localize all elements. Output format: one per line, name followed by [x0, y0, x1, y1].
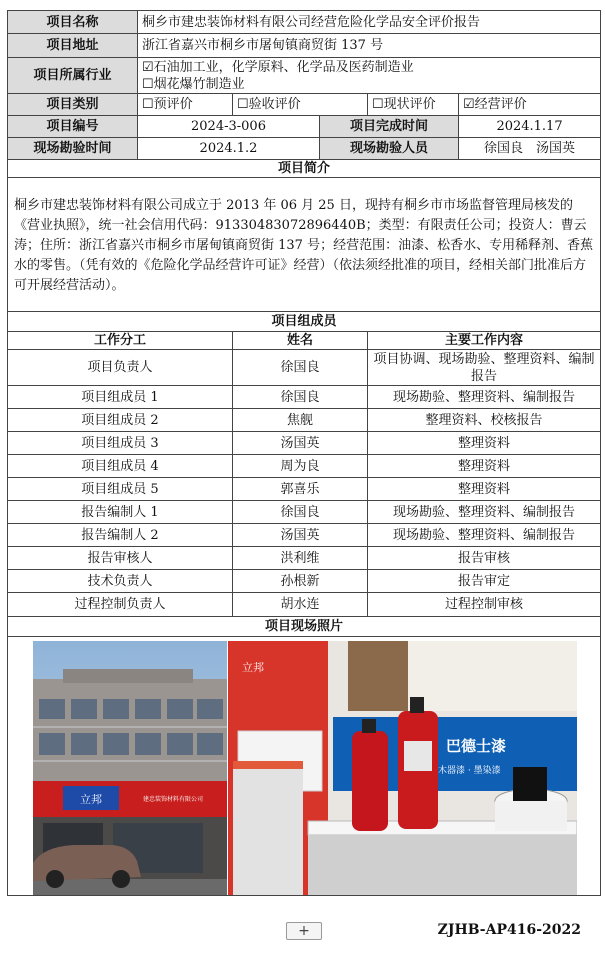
team-header-name: 姓名 [233, 332, 368, 350]
box-text: 立邦 [242, 661, 264, 674]
row-number [8, 116, 601, 138]
member-duty: 整理资料、校核报告 [368, 409, 601, 432]
member-name: 焦舰 [233, 409, 368, 432]
table-row [8, 593, 601, 617]
member-role: 项目负责人 [8, 350, 233, 386]
shelf-slogan-text: 木器漆 · 墨染漆 [438, 766, 501, 776]
type-option-operation: ☑经营评价 [459, 94, 601, 116]
member-duty: 整理资料 [368, 478, 601, 501]
table-row [8, 455, 601, 478]
project-name-label: 项目名称 [8, 11, 138, 34]
table-row [8, 547, 601, 570]
storefront-photo [33, 641, 227, 895]
table-row [8, 501, 601, 524]
intro-paragraph: 桐乡市建忠装饰材料有限公司成立于 2013 年 06 月 25 日，现持有桐乡市市场监督管理局核发的《营业执照》，统一社会信用代码：91330483072896440B；类型：有限责任公司；投资人：曹云涛；住所：浙江省嘉兴市桐乡市屠甸镇商贸街 137 号；经营范围：油漆、松香水、专用稀释剂、香蕉水的零售。（凭有效的《危险化学品经营许可证》经营）（依法须经批准的项目，经相关部门批准后方可开展经营活动）。 [14, 198, 594, 293]
row-intro-title [8, 160, 601, 178]
member-role: 报告编制人 2 [8, 524, 233, 547]
member-duty: 过程控制审核 [368, 593, 601, 617]
add-button[interactable]: + [286, 922, 322, 940]
table-row [8, 570, 601, 593]
extinguisher-left [352, 731, 388, 831]
industry-value [138, 58, 601, 94]
storefront-shop-text: 建忠装饰材料有限公司 [142, 796, 204, 803]
intro-title: 项目简介 [8, 160, 601, 178]
type-label: 项目类别 [8, 94, 138, 116]
extinguisher-photo [228, 641, 577, 895]
member-name: 徐国良 [233, 350, 368, 386]
member-duty: 现场勘验、整理资料、编制报告 [368, 386, 601, 409]
member-role: 项目组成员 1 [8, 386, 233, 409]
member-role: 项目组成员 2 [8, 409, 233, 432]
member-role: 报告编制人 1 [8, 501, 233, 524]
number-value: 2024-3-006 [138, 116, 320, 138]
member-name: 郭喜乐 [233, 478, 368, 501]
team-header-role: 工作分工 [8, 332, 233, 350]
row-team-title [8, 312, 601, 332]
member-name: 洪利维 [233, 547, 368, 570]
table-row [8, 350, 601, 386]
table-row [8, 478, 601, 501]
member-name: 徐国良 [233, 386, 368, 409]
member-role: 项目组成员 4 [8, 455, 233, 478]
member-duty: 项目协调、现场勘验、整理资料、编制报告 [368, 350, 601, 386]
member-duty: 报告审定 [368, 570, 601, 593]
survey-time-label: 现场勘验时间 [8, 138, 138, 160]
member-name: 汤国英 [233, 432, 368, 455]
address-value: 浙江省嘉兴市桐乡市屠甸镇商贸街 137 号 [138, 34, 601, 58]
industry-option-fireworks: ☐烟花爆竹制造业 [142, 76, 245, 92]
document-code: ZJHB-AP416-2022 [437, 922, 581, 938]
member-duty: 现场勘验、整理资料、编制报告 [368, 501, 601, 524]
industry-option-petrochemical: ☑石油加工业，化学原料、化学品及医药制造业 [142, 59, 414, 75]
member-role: 过程控制负责人 [8, 593, 233, 617]
member-name: 胡水连 [233, 593, 368, 617]
row-industry [8, 58, 601, 94]
row-intro-text [8, 178, 601, 312]
industry-label: 项目所属行业 [8, 58, 138, 94]
project-name-value: 桐乡市建忠装饰材料有限公司经营危险化学品安全评价报告 [138, 11, 601, 34]
storefront-sign-text: 立邦 [80, 793, 102, 806]
number-label: 项目编号 [8, 116, 138, 138]
type-option-acceptance: ☐验收评价 [233, 94, 368, 116]
team-title: 项目组成员 [8, 312, 601, 332]
survey-staff-label: 现场勘验人员 [320, 138, 459, 160]
row-team-headers [8, 332, 601, 350]
row-photos [8, 637, 601, 896]
row-type [8, 94, 601, 116]
complete-time-label: 项目完成时间 [320, 116, 459, 138]
member-role: 项目组成员 5 [8, 478, 233, 501]
member-duty: 现场勘验、整理资料、编制报告 [368, 524, 601, 547]
survey-staff-value: 徐国良 汤国英 [459, 138, 601, 160]
member-role: 技术负责人 [8, 570, 233, 593]
member-name: 汤国英 [233, 524, 368, 547]
member-duty: 整理资料 [368, 455, 601, 478]
photos-cell [8, 637, 601, 896]
member-name: 孙根新 [233, 570, 368, 593]
team-header-duty: 主要工作内容 [368, 332, 601, 350]
table-row [8, 409, 601, 432]
address-label: 项目地址 [8, 34, 138, 58]
member-name: 徐国良 [233, 501, 368, 524]
row-photos-title [8, 617, 601, 637]
member-duty: 报告审核 [368, 547, 601, 570]
row-survey [8, 138, 601, 160]
table-row [8, 432, 601, 455]
type-option-pre: ☐预评价 [138, 94, 233, 116]
member-name: 周为良 [233, 455, 368, 478]
member-role: 项目组成员 3 [8, 432, 233, 455]
survey-time-value: 2024.1.2 [138, 138, 320, 160]
row-project-name [8, 11, 601, 34]
table-row [8, 524, 601, 547]
complete-time-value: 2024.1.17 [459, 116, 601, 138]
row-address [8, 34, 601, 58]
intro-text [8, 178, 601, 312]
evaluation-form [7, 10, 601, 896]
shelf-brand-text: 巴德士漆 [446, 737, 507, 755]
photos-title: 项目现场照片 [8, 617, 601, 637]
member-role: 报告审核人 [8, 547, 233, 570]
table-row [8, 386, 601, 409]
member-duty: 整理资料 [368, 432, 601, 455]
type-option-status: ☐现状评价 [368, 94, 459, 116]
